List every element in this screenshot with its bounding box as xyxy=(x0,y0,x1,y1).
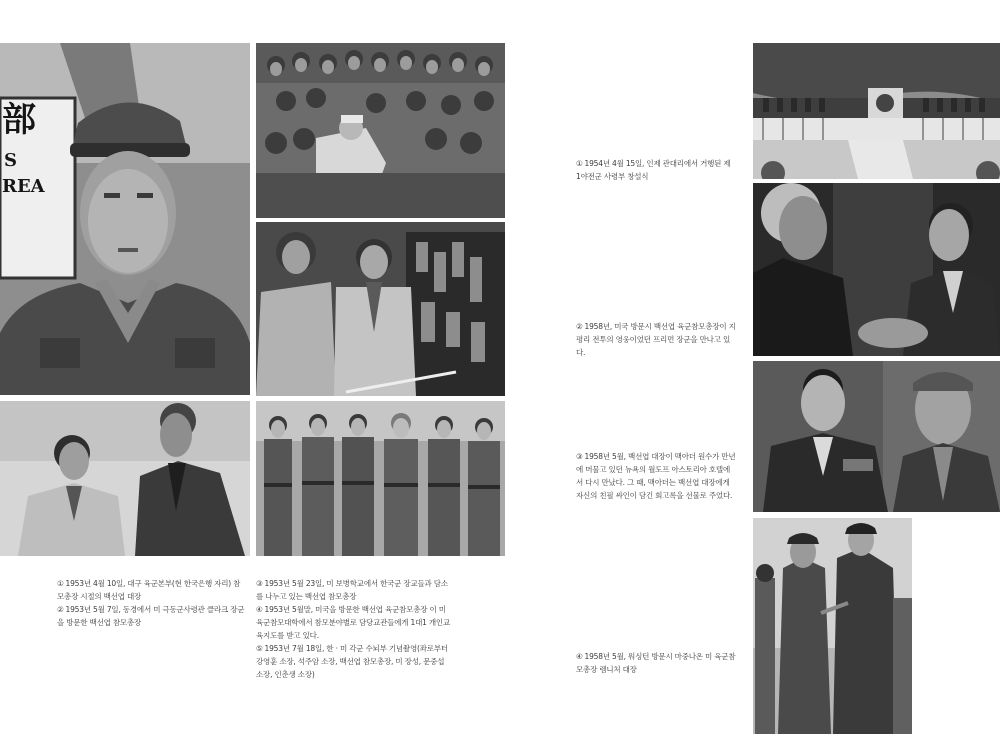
caption-number: ④ xyxy=(256,605,263,614)
caption-number: ② xyxy=(57,605,64,614)
caption-text: 1954년 4월 15일, 인제 관대리에서 거행된 제 1야전군 사령부 창설식 xyxy=(576,159,731,181)
caption-item xyxy=(57,603,245,629)
caption-right-3 xyxy=(576,450,736,502)
caption-column-left xyxy=(57,577,245,629)
caption-item xyxy=(57,577,245,603)
caption-text: 1953년 5월 7일, 동경에서 미 극동군사령관 클라크 장군을 방문한 백선엽 참모총장 xyxy=(57,605,245,627)
caption-right-1 xyxy=(576,157,736,183)
caption-right-2 xyxy=(576,320,736,359)
caption-text: 1953년 5월말, 미국을 방문한 백선엽 육군참모총장 이 미 육군참모대학에서 참모분야별로 담당교관들에게 1대1 개인교육지도를 받고 있다. xyxy=(256,605,451,640)
caption-text: 1958년 5월, 백선엽 대장이 맥아더 원수가 만년에 머물고 있던 뉴욕의 월도프 아스토리아 호텔에서 다시 만났다. 그 때, 맥아더는 백선엽 대장에게 자신의 친필 싸인이 담긴 회고록을 선물로 주었다. xyxy=(576,452,736,500)
caption-text: 1958년, 미국 방문시 백선엽 육군참모총장이 지평리 전투의 영웅이었던 프리먼 장군을 만나고 있다. xyxy=(576,322,736,357)
caption-number: ⑤ xyxy=(256,644,263,653)
caption-item xyxy=(256,642,452,681)
caption-text: 1953년 7월 18일, 한 · 미 각군 수뇌부 기념촬영(좌로부터 강영훈 소장, 석주암 소장, 백선엽 참모총장, 미 장성, 문중섭 소장, 인춘생 소장) xyxy=(256,644,448,679)
sign-character: 部 xyxy=(2,100,36,140)
photo-washington-welcome xyxy=(753,518,912,734)
photo-two-officers xyxy=(0,401,250,556)
caption-text: 1953년 5월 23일, 미 보병학교에서 한국군 장교들과 담소를 나누고 있는 백선엽 참모총장 xyxy=(256,579,448,601)
caption-column-middle xyxy=(256,577,452,681)
photo-portrait-general xyxy=(0,43,250,395)
caption-text: 1953년 4월 10일, 대구 육군본부(현 한국은행 자리) 참모총장 시절의 백선엽 대장 xyxy=(57,579,241,601)
caption-item xyxy=(256,577,452,603)
photo-meeting-macarthur xyxy=(753,361,1000,512)
photo-meeting-freeman xyxy=(753,183,1000,356)
caption-item xyxy=(256,603,452,642)
caption-number: ① xyxy=(57,579,64,588)
caption-number: ④ xyxy=(576,652,583,661)
caption-text: 1958년 5월, 워싱턴 방문시 마중나온 미 육군참모총장 렘니처 대장 xyxy=(576,652,736,674)
caption-number: ② xyxy=(576,322,583,331)
photo-officers-lineup xyxy=(256,401,505,556)
photo-ceremony-stage xyxy=(753,43,1000,179)
caption-number: ① xyxy=(576,159,583,168)
photo-soldiers-group xyxy=(256,43,505,218)
caption-number: ③ xyxy=(256,579,263,588)
photo-officers-equipment xyxy=(256,222,505,396)
sign-letter: S xyxy=(4,150,17,171)
caption-number: ③ xyxy=(576,452,583,461)
caption-right-4 xyxy=(576,650,736,676)
sign-word: REA xyxy=(2,176,45,197)
